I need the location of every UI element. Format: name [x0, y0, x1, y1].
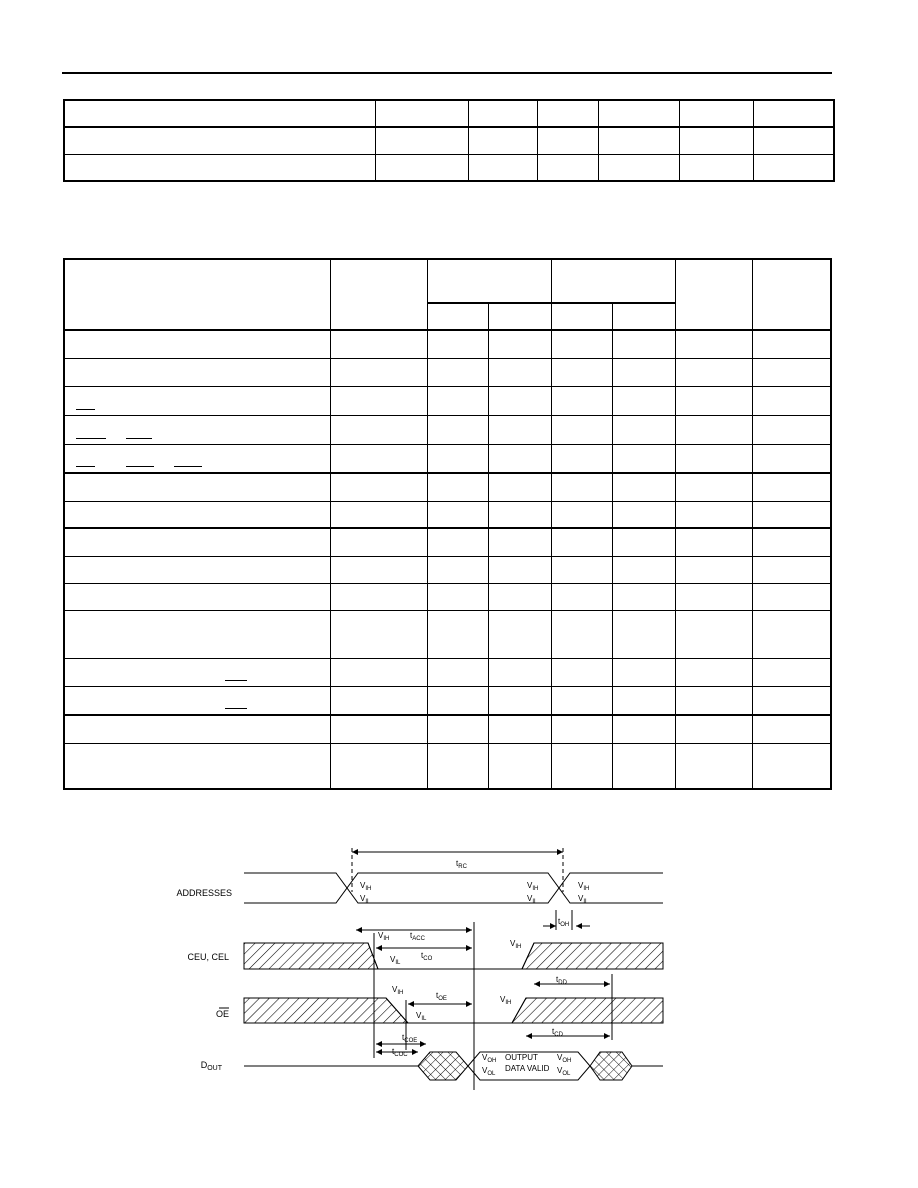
table-row — [64, 386, 831, 415]
table-row — [64, 658, 831, 686]
oe-waveform — [244, 998, 663, 1023]
ac-characteristics-table — [63, 258, 832, 790]
table-row — [64, 100, 834, 127]
label-tco: $t_{CO}$ — [421, 951, 433, 962]
label-vil-oe: $V_{IL}$ — [416, 1011, 427, 1022]
parameter-table-1 — [63, 99, 835, 182]
signal-oe-label: OE — [215, 1009, 229, 1019]
table-row — [64, 501, 831, 528]
overbar-mark — [174, 466, 202, 467]
label-vih-ce2: $V_{IH}$ — [510, 939, 522, 950]
label-data-valid: DATA VALID — [505, 1064, 550, 1073]
table-row — [64, 415, 831, 444]
label-output: OUTPUT — [505, 1053, 538, 1062]
label-tcoc: $t_{COC}$ — [392, 1047, 408, 1058]
table-row — [64, 556, 831, 583]
table-row — [64, 473, 831, 501]
table-row — [64, 358, 831, 386]
overbar-mark — [76, 409, 95, 410]
label-trc: $t_{RC}$ — [456, 859, 467, 870]
table-row — [64, 715, 831, 743]
label-toe: $t_{OE}$ — [436, 991, 447, 1002]
label-vol-1: $V_{OL}$ — [482, 1066, 496, 1077]
table-row — [64, 686, 831, 715]
dout-waveform — [244, 1052, 663, 1080]
label-vil-3: $V_{IL}$ — [578, 894, 589, 905]
table-row — [64, 528, 831, 556]
overbar-mark — [126, 438, 152, 439]
table-row — [64, 444, 831, 473]
overbar-mark — [225, 680, 247, 681]
overbar-mark — [76, 466, 95, 467]
signal-dout-label: $D_{OUT}$ — [200, 1060, 222, 1072]
overbar-mark — [225, 708, 247, 709]
signal-addresses-label: ADDRESSES — [176, 888, 232, 898]
label-vih-1: $V_{IH}$ — [360, 881, 372, 892]
label-voh-1: $V_{OH}$ — [482, 1053, 497, 1064]
addresses-waveform — [244, 873, 663, 903]
table-row — [64, 610, 831, 658]
table-row — [64, 127, 834, 154]
table-row — [64, 583, 831, 610]
label-vih-3: $V_{IH}$ — [578, 881, 590, 892]
label-voh-2: $V_{OH}$ — [557, 1053, 572, 1064]
label-vil-1: $V_{IL}$ — [360, 894, 371, 905]
label-vih-oe2: $V_{IH}$ — [500, 995, 512, 1006]
overbar-mark — [76, 438, 106, 439]
label-vih-ce: $V_{IH}$ — [378, 931, 390, 942]
label-tdd: $t_{DD}$ — [556, 975, 567, 986]
label-vol-2: $V_{OL}$ — [557, 1066, 571, 1077]
overbar-mark — [126, 466, 154, 467]
label-vih-2: $V_{IH}$ — [527, 881, 539, 892]
table-row — [64, 154, 834, 181]
label-tacc: $t_{ACC}$ — [410, 931, 425, 942]
label-vil-ce: $V_{IL}$ — [390, 955, 401, 966]
label-tcoe: $t_{COE}$ — [402, 1033, 418, 1044]
header-rule — [62, 72, 832, 74]
label-vil-2: $V_{IL}$ — [527, 894, 538, 905]
signal-ce-label: CEU, CEL — [187, 952, 229, 962]
table-header-row — [64, 259, 831, 303]
ce-waveform — [244, 943, 663, 969]
signal-labels — [176, 888, 232, 1072]
label-vih-oe: $V_{IH}$ — [392, 985, 404, 996]
table-row — [64, 743, 831, 789]
label-tcd: $t_{CD}$ — [552, 1027, 563, 1038]
label-toh: $t_{OH}$ — [558, 917, 570, 928]
table-row — [64, 330, 831, 358]
read-cycle-timing-diagram — [160, 838, 670, 1098]
